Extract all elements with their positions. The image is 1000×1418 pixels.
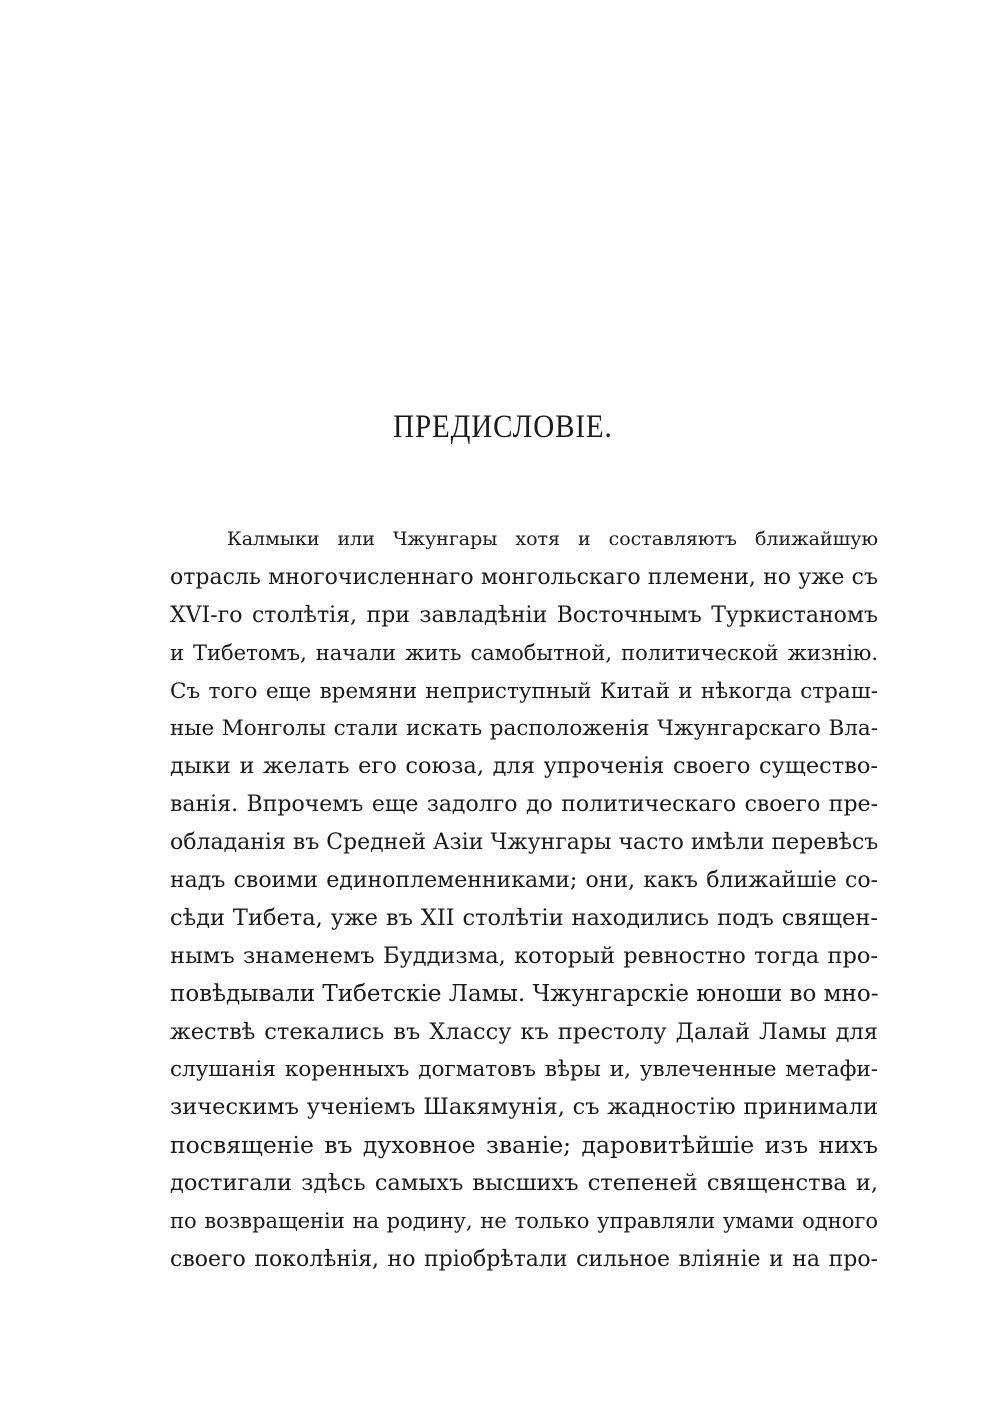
text-line: дыки и желать его союза, для упроченія своего существо-: [170, 753, 878, 780]
text-line: нымъ знаменемъ Буддизма, который ревностно тогда про-: [170, 942, 878, 969]
text-line: отрасль многочисленнаго монгольскаго племени, но уже съ: [170, 564, 878, 590]
text-line: и Тибетомъ, начали жить самобытной, политической жизнію.: [170, 640, 878, 665]
text-line: своего поколѣнія, но пріобрѣтали сильное вліяніе и на про-: [170, 1246, 878, 1272]
text-line: надъ своими единоплеменниками; они, какъ ближайшіе со-: [170, 868, 878, 894]
text-line: слушанія коренныхъ догматовъ вѣры и, увлеченные метафи-: [170, 1057, 878, 1083]
body-text: [170, 521, 878, 1279]
text-line: посвященіе въ духовное званіе; даровитѣйшіе изъ нихъ: [170, 1131, 878, 1160]
text-line: ные Монголы стали искать расположенія Чжунгарскаго Вла-: [170, 716, 878, 742]
text-line: зическимъ ученіемъ Шакямунія, съ жадностію принимали: [170, 1094, 878, 1121]
text-line: Съ того еще времяни неприступный Китай и нѣкогда страш-: [170, 678, 878, 704]
text-line: повѣдывали Тибетскіе Ламы. Чжунгарскіе юноши во мно-: [170, 980, 879, 1007]
text-line: обладанія въ Средней Азіи Чжунгары часто имѣли перевѣсъ: [170, 830, 879, 856]
text-line: жествѣ стекались въ Хлассу къ престолу Далай Ламы для: [170, 1018, 878, 1045]
text-line: сѣди Тибета, уже въ XII столѣтіи находились подъ священ-: [170, 904, 878, 931]
page-heading: ПРЕДИСЛОВІЕ.: [393, 409, 613, 445]
text-line: по возвращеніи на родину, не только управляли умами одного: [170, 1209, 878, 1234]
text-line: достигали здѣсь самыхъ высшихъ степеней священства и,: [170, 1170, 878, 1197]
text-line: ванія. Впрочемъ еще задолго до политическаго своего пре-: [170, 792, 878, 818]
text-line: Калмыки или Чжунгары хотя и составляютъ ближайшую: [227, 528, 878, 550]
text-line: XVI-го столѣтія, при завладѣніи Восточнымъ Туркистаномъ: [170, 602, 878, 628]
